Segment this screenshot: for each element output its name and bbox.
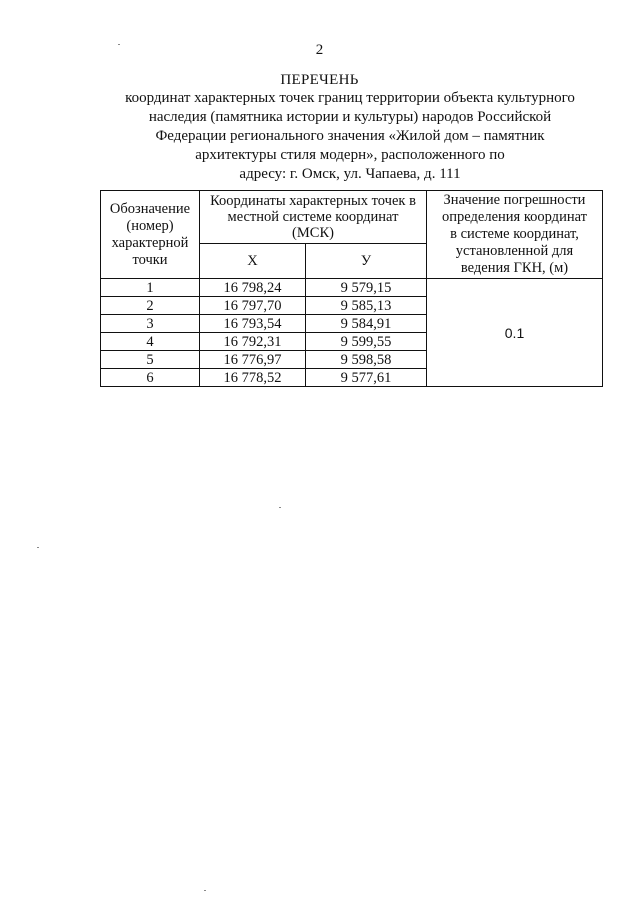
point-number-cell: 2 [101, 297, 200, 315]
header-msk-coordinates [200, 191, 427, 244]
subtitle-line: адресу: г. Омск, ул. Чапаева, д. 111 [239, 166, 461, 182]
point-number-cell: 1 [101, 279, 200, 297]
header-line: установленной для [455, 243, 574, 259]
table-header-row [101, 191, 603, 244]
y-coordinate-cell: 9 577,61 [306, 369, 427, 387]
scan-speck [204, 890, 206, 891]
document-title: ПЕРЕЧЕНЬ [280, 72, 359, 88]
subtitle-line: координат характерных точек границ территории объекта культурного [125, 90, 575, 106]
header-y: У [306, 244, 427, 279]
y-coordinate-cell: 9 584,91 [306, 315, 427, 333]
subtitle-line: архитектуры стиля модерн», расположенного по [195, 147, 505, 163]
header-line: характерной [111, 234, 189, 251]
header-line: точки [132, 251, 168, 268]
y-coordinate-cell: 9 585,13 [306, 297, 427, 315]
x-coordinate-cell: 16 798,24 [200, 279, 306, 297]
header-line: Координаты характерных точек в [210, 193, 416, 209]
header-line: определения координат [442, 209, 587, 225]
document-subtitle [110, 89, 590, 184]
accuracy-value-cell: 0.1 [427, 279, 603, 387]
scan-speck [37, 547, 39, 548]
header-accuracy [427, 191, 603, 279]
x-coordinate-cell: 16 797,70 [200, 297, 306, 315]
subtitle-line: наследия (памятника истории и культуры) народов Российской [148, 109, 552, 125]
x-coordinate-cell: 16 778,52 [200, 369, 306, 387]
header-x: Х [200, 244, 306, 279]
header-line: в системе координат, [450, 226, 579, 242]
table-row [101, 279, 603, 297]
y-coordinate-cell: 9 579,15 [306, 279, 427, 297]
x-coordinate-cell: 16 793,54 [200, 315, 306, 333]
header-line: (МСК) [292, 225, 334, 241]
point-number-cell: 5 [101, 351, 200, 369]
scan-speck [279, 507, 281, 508]
header-line: ведения ГКН, (м) [460, 260, 569, 276]
x-coordinate-cell: 16 776,97 [200, 351, 306, 369]
subtitle-line: Федерации регионального значения «Жилой дом – памятник [155, 128, 545, 144]
y-coordinate-cell: 9 599,55 [306, 333, 427, 351]
header-point-designation [101, 191, 200, 279]
page-number: 2 [315, 42, 324, 58]
scan-speck [118, 44, 120, 45]
point-number-cell: 3 [101, 315, 200, 333]
header-line: Обозначение [109, 200, 191, 217]
header-line: (номер) [126, 217, 174, 234]
point-number-cell: 6 [101, 369, 200, 387]
y-coordinate-cell: 9 598,58 [306, 351, 427, 369]
x-coordinate-cell: 16 792,31 [200, 333, 306, 351]
point-number-cell: 4 [101, 333, 200, 351]
header-line: Значение погрешности [443, 192, 586, 208]
coordinates-table [100, 190, 603, 387]
header-line: местной системе координат [227, 209, 399, 225]
